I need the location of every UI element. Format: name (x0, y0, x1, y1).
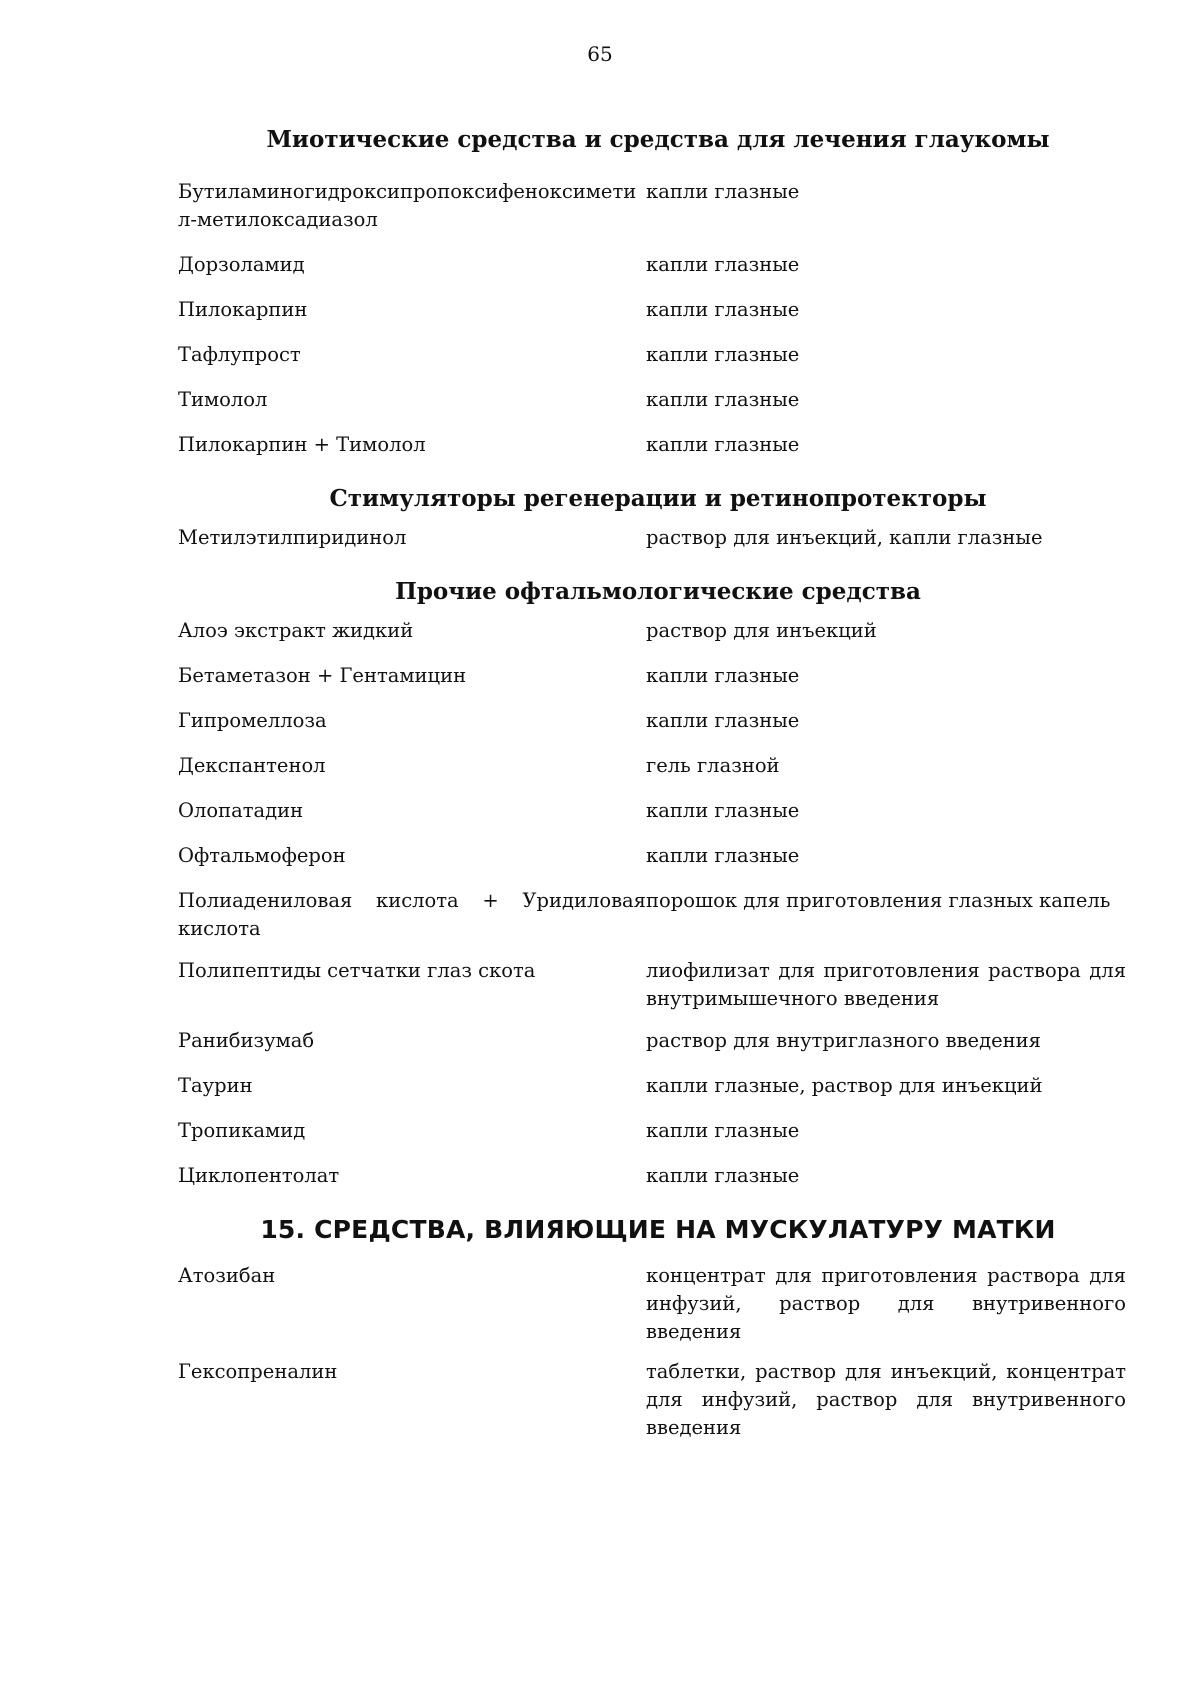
table-row (178, 617, 1126, 662)
table-row (178, 1117, 1126, 1162)
page-content (0, 120, 1200, 1448)
table-row (178, 1262, 1126, 1358)
drug-name: Метилэтилпиридинол (178, 526, 407, 549)
drug-name: Дорзоламид (178, 253, 305, 276)
dosage-form: раствор для инъекций (646, 619, 877, 642)
dosage-form: лиофилизат для приготовления раствора для внутримышечного введения (646, 959, 1126, 1010)
dosage-form: раствор для инъекций, капли глазные (646, 526, 1043, 549)
table-row (178, 1162, 1126, 1210)
table-row (178, 842, 1126, 887)
table-row (178, 662, 1126, 707)
drug-name: Тропикамид (178, 1119, 306, 1142)
drug-name: Декспантенол (178, 754, 326, 777)
drug-name: Гипромеллоза (178, 709, 327, 732)
section-title: Стимуляторы регенерации и ретинопротекторы (329, 485, 987, 512)
table-row (178, 296, 1126, 341)
dosage-form: капли глазные (646, 1119, 800, 1142)
table-row (178, 887, 1126, 957)
drug-name: Пилокарпин + Тимолол (178, 433, 426, 456)
drug-name: Циклопентолат (178, 1164, 340, 1187)
drug-name: Гексопреналин (178, 1360, 338, 1383)
drug-name: Алоэ экстракт жидкий (178, 619, 414, 642)
drug-name: Офтальмоферон (178, 844, 346, 867)
dosage-form: раствор для внутриглазного введения (646, 1029, 1041, 1052)
dosage-form: концентрат для приготовления раствора для инфузий, раствор для внутривенного введения (646, 1264, 1126, 1343)
table-row (178, 957, 1126, 1027)
drug-name: Ранибизумаб (178, 1029, 315, 1052)
dosage-form: капли глазные (646, 343, 800, 366)
drug-name: Полипептиды сетчатки глаз скота (178, 959, 536, 982)
table-row (178, 178, 1126, 251)
section-title: Миотические средства и средства для лечения глаукомы (266, 126, 1050, 153)
drug-name: Тимолол (178, 388, 268, 411)
page-number: 65 (587, 42, 613, 66)
table-row (178, 797, 1126, 842)
dosage-form: капли глазные, раствор для инъекций (646, 1074, 1043, 1097)
dosage-form: капли глазные (646, 799, 800, 822)
section-title: 15. СРЕДСТВА, ВЛИЯЮЩИЕ НА МУСКУЛАТУРУ МАТКИ (260, 1215, 1056, 1244)
drug-name: Олопатадин (178, 799, 304, 822)
table-row (178, 752, 1126, 797)
drug-name: Атозибан (178, 1264, 276, 1287)
dosage-form: капли глазные (646, 298, 800, 321)
dosage-form: капли глазные (646, 253, 800, 276)
dosage-form: капли глазные (646, 709, 800, 732)
dosage-form: капли глазные (646, 433, 800, 456)
dosage-form: капли глазные (646, 844, 800, 867)
drug-name: Бетаметазон + Гентамицин (178, 664, 467, 687)
dosage-form: капли глазные (646, 180, 800, 203)
table-row (178, 431, 1126, 479)
drug-name: Таурин (178, 1074, 253, 1097)
table-row (178, 1358, 1126, 1448)
table-row (178, 386, 1126, 431)
drug-name: Тафлупрост (178, 343, 301, 366)
dosage-form: капли глазные (646, 664, 800, 687)
drug-name: Пилокарпин (178, 298, 308, 321)
dosage-form: капли глазные (646, 388, 800, 411)
table-row (178, 1072, 1126, 1117)
section-title: Прочие офтальмологические средства (395, 578, 921, 605)
table-row (178, 341, 1126, 386)
dosage-form: таблетки, раствор для инъекций, концентрат для инфузий, раствор для внутривенного введения (646, 1360, 1126, 1439)
dosage-form: капли глазные (646, 1164, 800, 1187)
drug-name: Бутиламиногидроксипропоксифеноксимети л-метилоксадиазол (178, 180, 637, 231)
table-row (178, 251, 1126, 296)
table-row (178, 1027, 1126, 1072)
table-row (178, 707, 1126, 752)
table-row (178, 524, 1126, 572)
drug-name: Полиадениловая кислота + Уридиловая кислота (178, 889, 646, 940)
dosage-form: гель глазной (646, 754, 780, 777)
dosage-form: порошок для приготовления глазных капель (646, 889, 1111, 912)
